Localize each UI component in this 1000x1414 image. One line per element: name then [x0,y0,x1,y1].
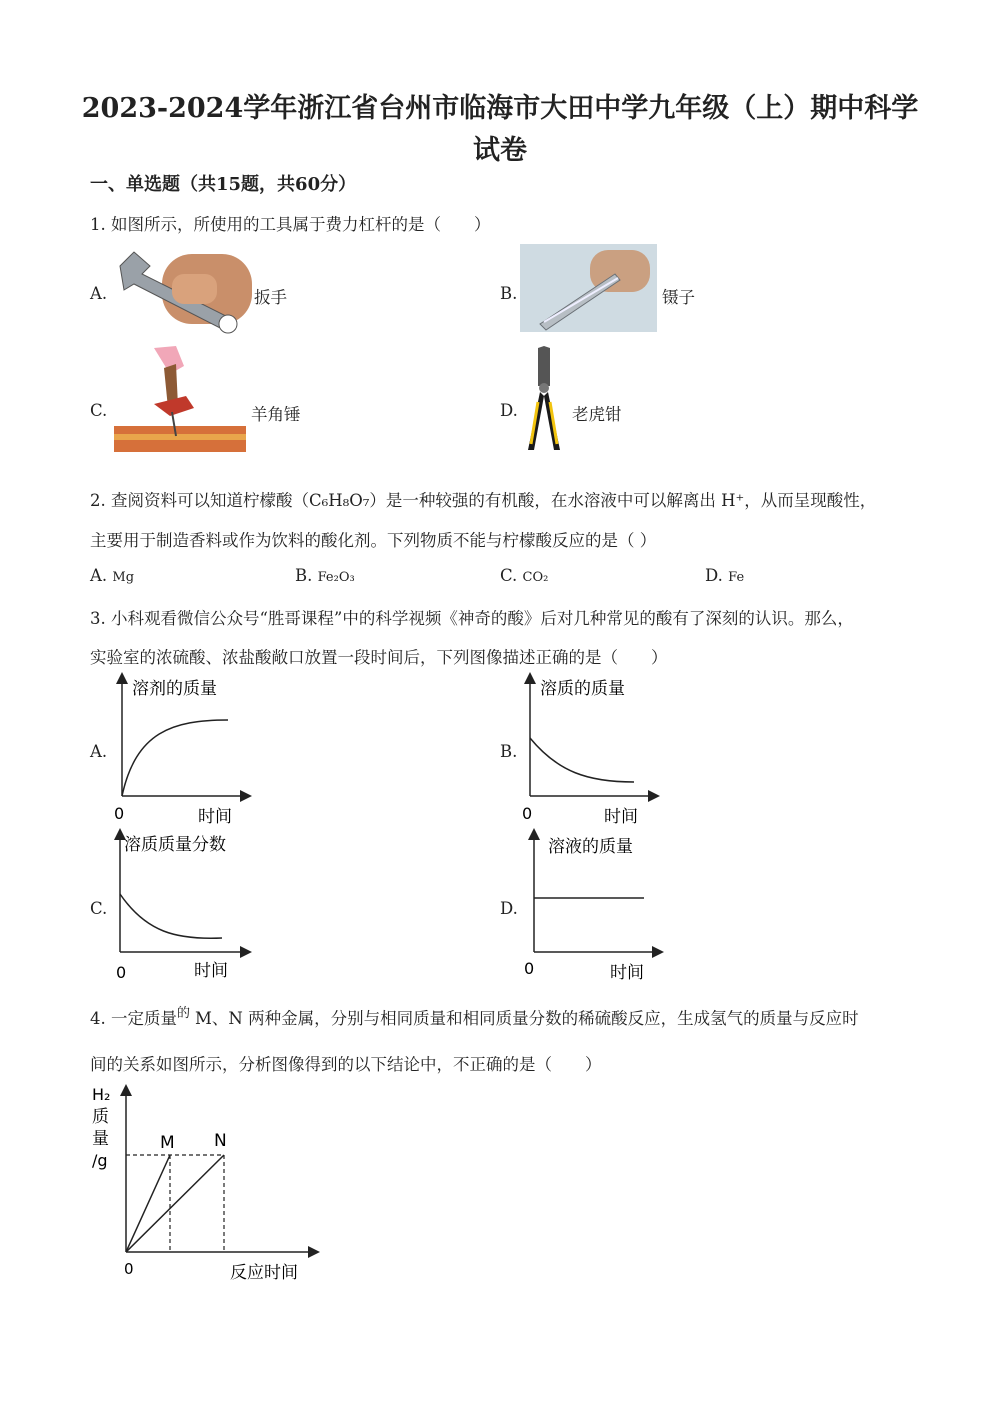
graph-d [518,828,668,984]
q2-option-a-letter: A. [90,566,108,585]
question-2-line2: 主要用于制造香料或作为饮料的酸化剂。下列物质不能与柠檬酸反应的是（ ） [90,531,657,550]
graph-c-xlabel: 时间 [194,961,228,981]
q2-option-d [705,566,744,585]
graph-d-xlabel: 时间 [610,963,644,983]
q2-option-a-text: Mg [112,570,135,585]
option-a-label: 扳手 [254,288,287,307]
option-b-label: 镊子 [662,288,695,307]
question-1-stem: 1. 如图所示，所使用的工具属于费力杠杆的是（ ） [90,215,491,234]
q2-option-c [500,566,548,585]
option-c-label: 羊角锤 [251,405,301,424]
question-4-line1 [90,1005,859,1029]
q2-option-a [90,566,134,585]
page-title: 2023-2024学年浙江省台州市临海市大田中学九年级（上）期中科学 [81,93,919,124]
q2-option-b-letter: B. [295,566,313,585]
option-a-letter: A. [90,284,108,303]
question-4-small-de: 的 [177,1006,191,1021]
question-3-line1: 3. 小科观看微信公众号“胜哥课程”中的科学视频《神奇的酸》后对几种常见的酸有了深刻的认识。那么， [90,609,854,628]
graph-c-letter: C. [90,899,108,918]
q4-line-n [126,1155,224,1252]
graph-d-ylabel: 溶液的质量 [548,837,633,857]
q2-option-d-text: Fe [728,570,745,585]
q2-option-c-letter: C. [500,566,518,585]
question-3-line2: 实验室的浓硫酸、浓盐酸敞口放置一段时间后，下列图像描述正确的是（ ） [90,648,668,667]
graph-d-letter: D. [500,899,518,918]
q4-graph [88,1080,328,1290]
option-b-letter: B. [500,284,518,303]
q4-origin: 0 [124,1260,134,1278]
question-4-line1-b: M、N 两种金属，分别与相同质量和相同质量分数的稀硫酸反应，生成氢气的质量与反应时 [195,1009,859,1028]
graph-b-xlabel: 时间 [604,807,638,827]
q4-ylabel-1: H₂ [92,1085,111,1104]
graph-d-origin: 0 [524,959,535,978]
question-2-line1: 2. 查阅资料可以知道柠檬酸（C₆H₈O₇）是一种较强的有机酸，在水溶液中可以解离出 H⁺，从而呈现酸性， [90,491,877,510]
q2-option-b [295,566,355,585]
graph-c-ylabel: 溶质质量分数 [124,835,226,855]
q2-option-c-text: CO₂ [522,570,549,585]
q4-label-m: M [160,1133,175,1153]
graph-c-curve [120,894,222,938]
graph-a-ylabel: 溶剂的质量 [132,679,217,699]
claw-hammer-image [114,346,246,452]
wrench-image [112,244,252,336]
q2-option-d-letter: D. [705,566,723,585]
graph-c [110,828,260,984]
graph-b-origin: 0 [522,804,533,823]
q2-option-b-text: Fe₂O₃ [317,570,355,585]
graph-b [518,672,668,828]
q4-line-m [126,1155,170,1252]
page-title-line2: 试卷 [473,135,527,166]
graph-a-curve [122,720,228,796]
question-4-line2: 间的关系如图所示，分析图像得到的以下结论中，不正确的是（ ） [90,1055,602,1074]
graph-a-letter: A. [90,742,108,761]
option-d-letter: D. [500,401,518,420]
q4-ylabel-4: /g [92,1151,108,1170]
graph-a-xlabel: 时间 [198,807,232,827]
graph-a [110,672,260,828]
graph-c-origin: 0 [116,963,127,982]
graph-b-ylabel: 溶质的质量 [540,679,625,699]
graph-a-origin: 0 [114,804,125,823]
graph-b-letter: B. [500,742,518,761]
tweezers-image [520,244,657,332]
q4-ylabel-3: 量 [92,1129,109,1149]
q4-label-n: N [214,1131,227,1151]
q4-xlabel: 反应时间 [230,1263,298,1283]
pliers-image [520,346,568,452]
option-d-label: 老虎钳 [572,405,622,424]
section-heading: 一、单选题（共15题，共60分） [90,174,357,195]
option-c-letter: C. [90,401,108,420]
q4-ylabel-2: 质 [92,1107,109,1127]
question-4-line1-a: 4. 一定质量 [90,1009,177,1028]
graph-b-curve [530,738,634,782]
